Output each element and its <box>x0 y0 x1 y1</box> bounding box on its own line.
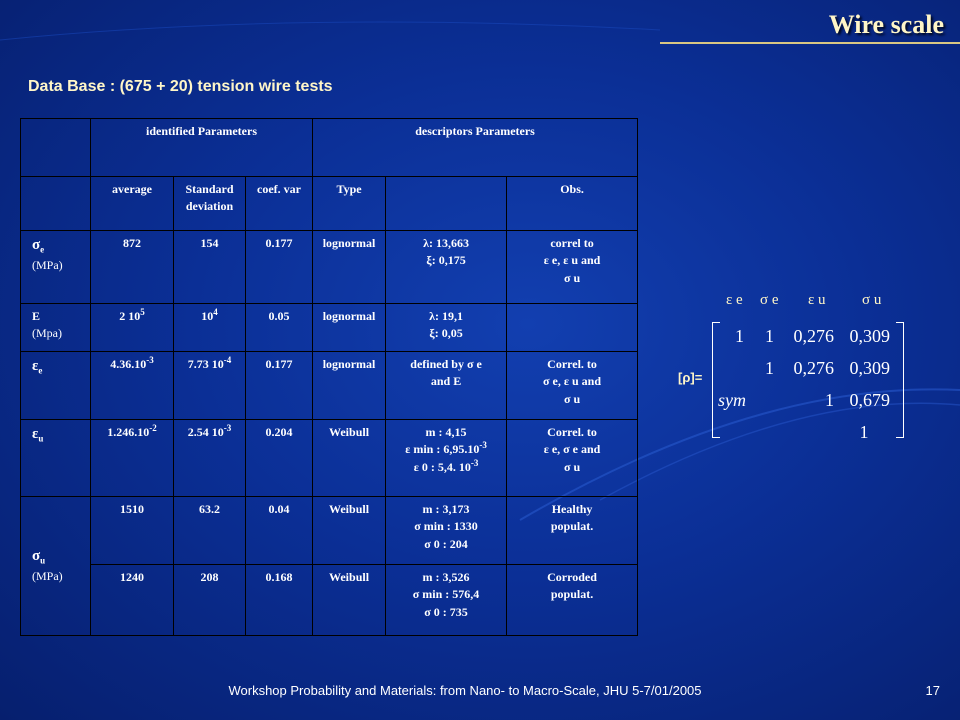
matrix-cell: 0,276 <box>793 358 834 378</box>
std-cell: 2.54 $10^{-3}$ <box>174 420 246 497</box>
matrix-header: ε e <box>726 292 743 308</box>
table-row <box>21 231 638 304</box>
descriptors-parameters-header: descriptors Parameters <box>313 119 638 177</box>
row-label: $\sigma_u$ (MPa) <box>21 497 91 636</box>
std-cell: $10^4$ <box>174 304 246 352</box>
obs-cell <box>507 304 638 352</box>
footer-text: Workshop Probability and Materials: from Nano- to Macro-Scale, JHU 5-7/01/2005 <box>228 683 702 698</box>
type-cell: Weibull <box>313 565 386 636</box>
std-cell: 154 <box>174 231 246 304</box>
descriptor-cell: m : 3,173 σ min : 1330 σ 0 : 204 <box>386 497 507 565</box>
std-cell: 7.73 $10^{-4}$ <box>174 352 246 420</box>
obs-cell: correl to ε e, ε u and σ u <box>507 231 638 304</box>
matrix-cell: sym <box>718 390 746 410</box>
table-row <box>21 565 638 636</box>
col-header-obs: Obs. <box>507 177 638 231</box>
descriptor-cell: m : 3,526 σ min : 576,4 σ 0 : 735 <box>386 565 507 636</box>
col-header-descriptor <box>386 177 507 231</box>
slide-title: Wire scale <box>828 10 944 39</box>
average-cell: 1240 <box>91 565 174 636</box>
corner-cell <box>21 119 91 177</box>
average-cell: $1.246.10^{-2}$ <box>91 420 174 497</box>
average-cell: $4.36.10^{-3}$ <box>91 352 174 420</box>
coef-cell: 0.05 <box>246 304 313 352</box>
type-cell: lognormal <box>313 231 386 304</box>
matrix-cell: 1 <box>735 326 744 346</box>
coef-cell: 0.177 <box>246 231 313 304</box>
row-label: E (Mpa) <box>21 304 91 352</box>
matrix-cell: 0,309 <box>849 358 890 378</box>
correlation-matrix <box>678 292 908 452</box>
matrix-cell: 1 <box>765 358 774 378</box>
matrix-cell: 1 <box>859 422 869 442</box>
table-row <box>21 304 638 352</box>
obs-cell: Correl. to ε e, σ e and σ u <box>507 420 638 497</box>
matrix-cell: 0,276 <box>793 326 834 346</box>
matrix-label: [ρ]= <box>678 370 703 385</box>
matrix-cell: 0,679 <box>849 390 890 410</box>
matrix-header: ε u <box>808 292 826 308</box>
title-underline <box>660 42 960 44</box>
descriptor-cell: λ: 13,663 ξ: 0,175 <box>386 231 507 304</box>
average-cell: 872 <box>91 231 174 304</box>
page-number: 17 <box>925 683 940 698</box>
obs-cell: Healthy populat. <box>507 497 638 565</box>
empty-header-cell <box>21 177 91 231</box>
row-label: $\varepsilon_u$ <box>21 420 91 497</box>
matrix-cell: 0,309 <box>849 326 890 346</box>
type-cell: Weibull <box>313 497 386 565</box>
col-header-type: Type <box>313 177 386 231</box>
parameters-table <box>20 118 638 636</box>
coef-cell: 0.204 <box>246 420 313 497</box>
matrix-cell: 1 <box>765 326 774 346</box>
coef-cell: 0.04 <box>246 497 313 565</box>
coef-cell: 0.177 <box>246 352 313 420</box>
row-label: $\sigma_e$ (MPa) <box>21 231 91 304</box>
col-header-coef: coef. var <box>246 177 313 231</box>
table-row <box>21 420 638 497</box>
std-cell: 63.2 <box>174 497 246 565</box>
std-cell: 208 <box>174 565 246 636</box>
descriptor-cell: defined by σ e and E <box>386 352 507 420</box>
descriptor-cell: m : 4,15 ε min : $6,95.10^{-3}$ ε 0 : 5,4. $10^{-3}$ <box>386 420 507 497</box>
table-row <box>21 497 638 565</box>
matrix-cell: 1 <box>825 390 834 410</box>
descriptor-cell: λ: 19,1 ξ: 0,05 <box>386 304 507 352</box>
obs-cell: Correl. to σ e, ε u and σ u <box>507 352 638 420</box>
database-subtitle: Data Base : (675 + 20) tension wire tests <box>28 78 333 95</box>
average-cell: 1510 <box>91 497 174 565</box>
average-cell: 2 $10^5$ <box>91 304 174 352</box>
identified-parameters-header: identified Parameters <box>91 119 313 177</box>
table-row <box>21 352 638 420</box>
matrix-header: σ u <box>862 292 882 308</box>
row-label: $\varepsilon_e$ <box>21 352 91 420</box>
type-cell: Weibull <box>313 420 386 497</box>
coef-cell: 0.168 <box>246 565 313 636</box>
col-header-std: Standard deviation <box>174 177 246 231</box>
matrix-left-bracket <box>712 322 720 438</box>
matrix-header: σ e <box>760 292 779 308</box>
obs-cell: Corroded populat. <box>507 565 638 636</box>
matrix-right-bracket <box>896 322 904 438</box>
col-header-average: average <box>91 177 174 231</box>
type-cell: lognormal <box>313 352 386 420</box>
type-cell: lognormal <box>313 304 386 352</box>
